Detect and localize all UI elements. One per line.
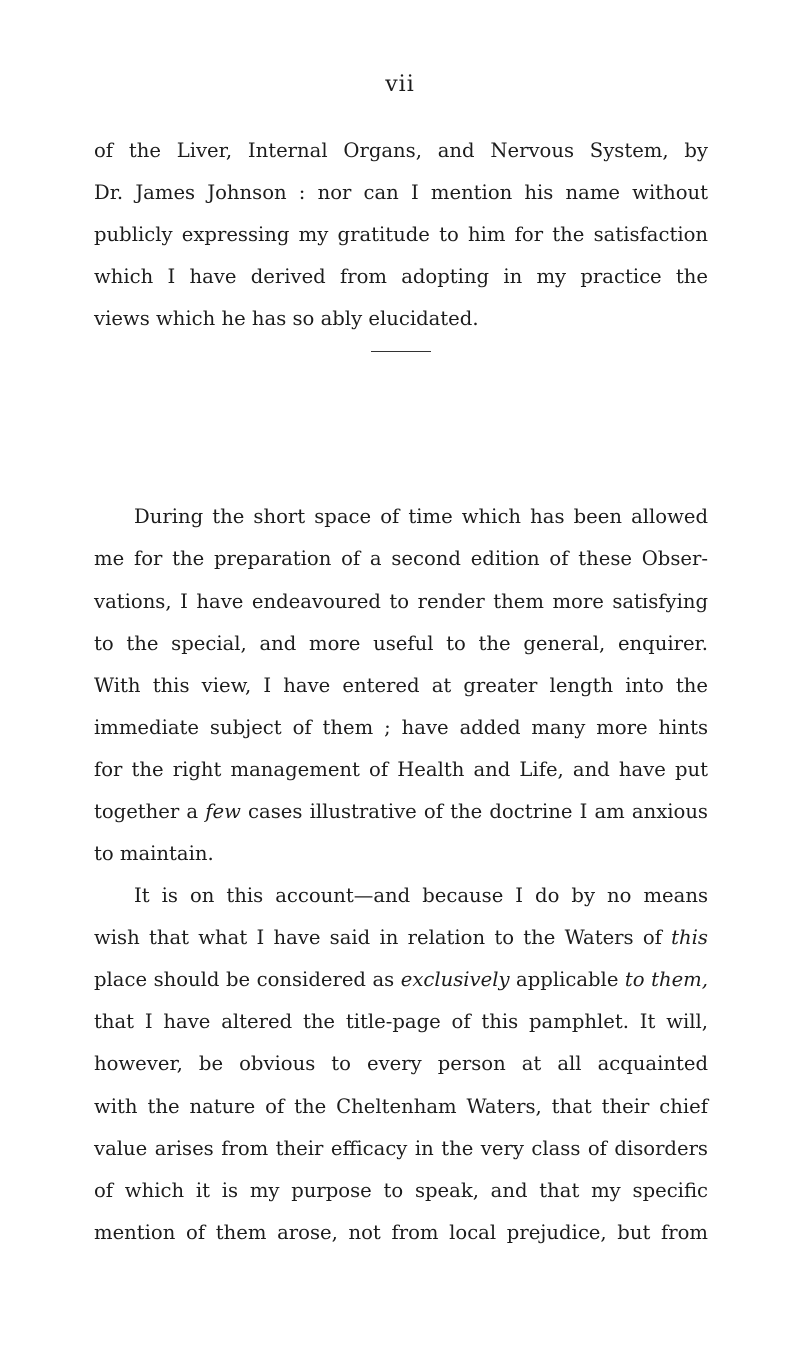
text-run: place should be considered as xyxy=(94,968,401,991)
italic-word: this xyxy=(671,926,708,949)
italic-word: exclusively xyxy=(400,968,510,991)
italic-word: to them, xyxy=(624,968,708,991)
text-line: Dr. James Johnson : nor can I mention his name without xyxy=(94,181,708,204)
page-number: vii xyxy=(385,72,415,97)
text-line: mention of them arose, not from local prejudice, but from xyxy=(94,1221,708,1244)
text-line: of the Liver, Internal Organs, and Nervous System, by xyxy=(94,139,708,162)
text-run: wish that what I have said in relation to the Waters of xyxy=(94,926,672,949)
text-line: that I have altered the title-page of this pamphlet. It will, xyxy=(94,1010,708,1033)
text-line: which I have derived from adopting in my practice the xyxy=(94,265,708,288)
section-divider xyxy=(371,351,431,352)
text-line: value arises from their efficacy in the very class of disorders xyxy=(94,1137,708,1160)
italic-word: few xyxy=(205,800,241,823)
text-line: During the short space of time which has been allowed xyxy=(134,505,708,528)
text-line: With this view, I have entered at greater length into the xyxy=(94,674,708,697)
text-line: to maintain. xyxy=(94,842,214,865)
text-line xyxy=(94,802,708,822)
text-line: It is on this account—and because I do by no means xyxy=(134,884,708,907)
text-line: to the special, and more useful to the general, enquirer. xyxy=(94,632,708,655)
text-line: immediate subject of them ; have added many more hints xyxy=(94,716,708,739)
text-line: however, be obvious to every person at all acquainted xyxy=(94,1052,708,1075)
text-line: for the right management of Health and Life, and have put xyxy=(94,758,708,781)
text-run: together a xyxy=(94,800,206,823)
text-line: publicly expressing my gratitude to him for the satisfaction xyxy=(94,223,708,246)
text-line: with the nature of the Cheltenham Waters, that their chief xyxy=(94,1095,708,1118)
text-line xyxy=(94,970,708,990)
text-line: views which he has so ably elucidated. xyxy=(94,307,479,330)
text-run: applicable xyxy=(509,968,625,991)
text-line xyxy=(94,928,708,948)
text-line: me for the preparation of a second edition of these Obser- xyxy=(94,547,708,570)
text-run: cases illustrative of the doctrine I am anxious xyxy=(240,800,708,823)
text-line: of which it is my purpose to speak, and that my specific xyxy=(94,1179,708,1202)
text-line: vations, I have endeavoured to render them more satisfying xyxy=(94,590,708,613)
